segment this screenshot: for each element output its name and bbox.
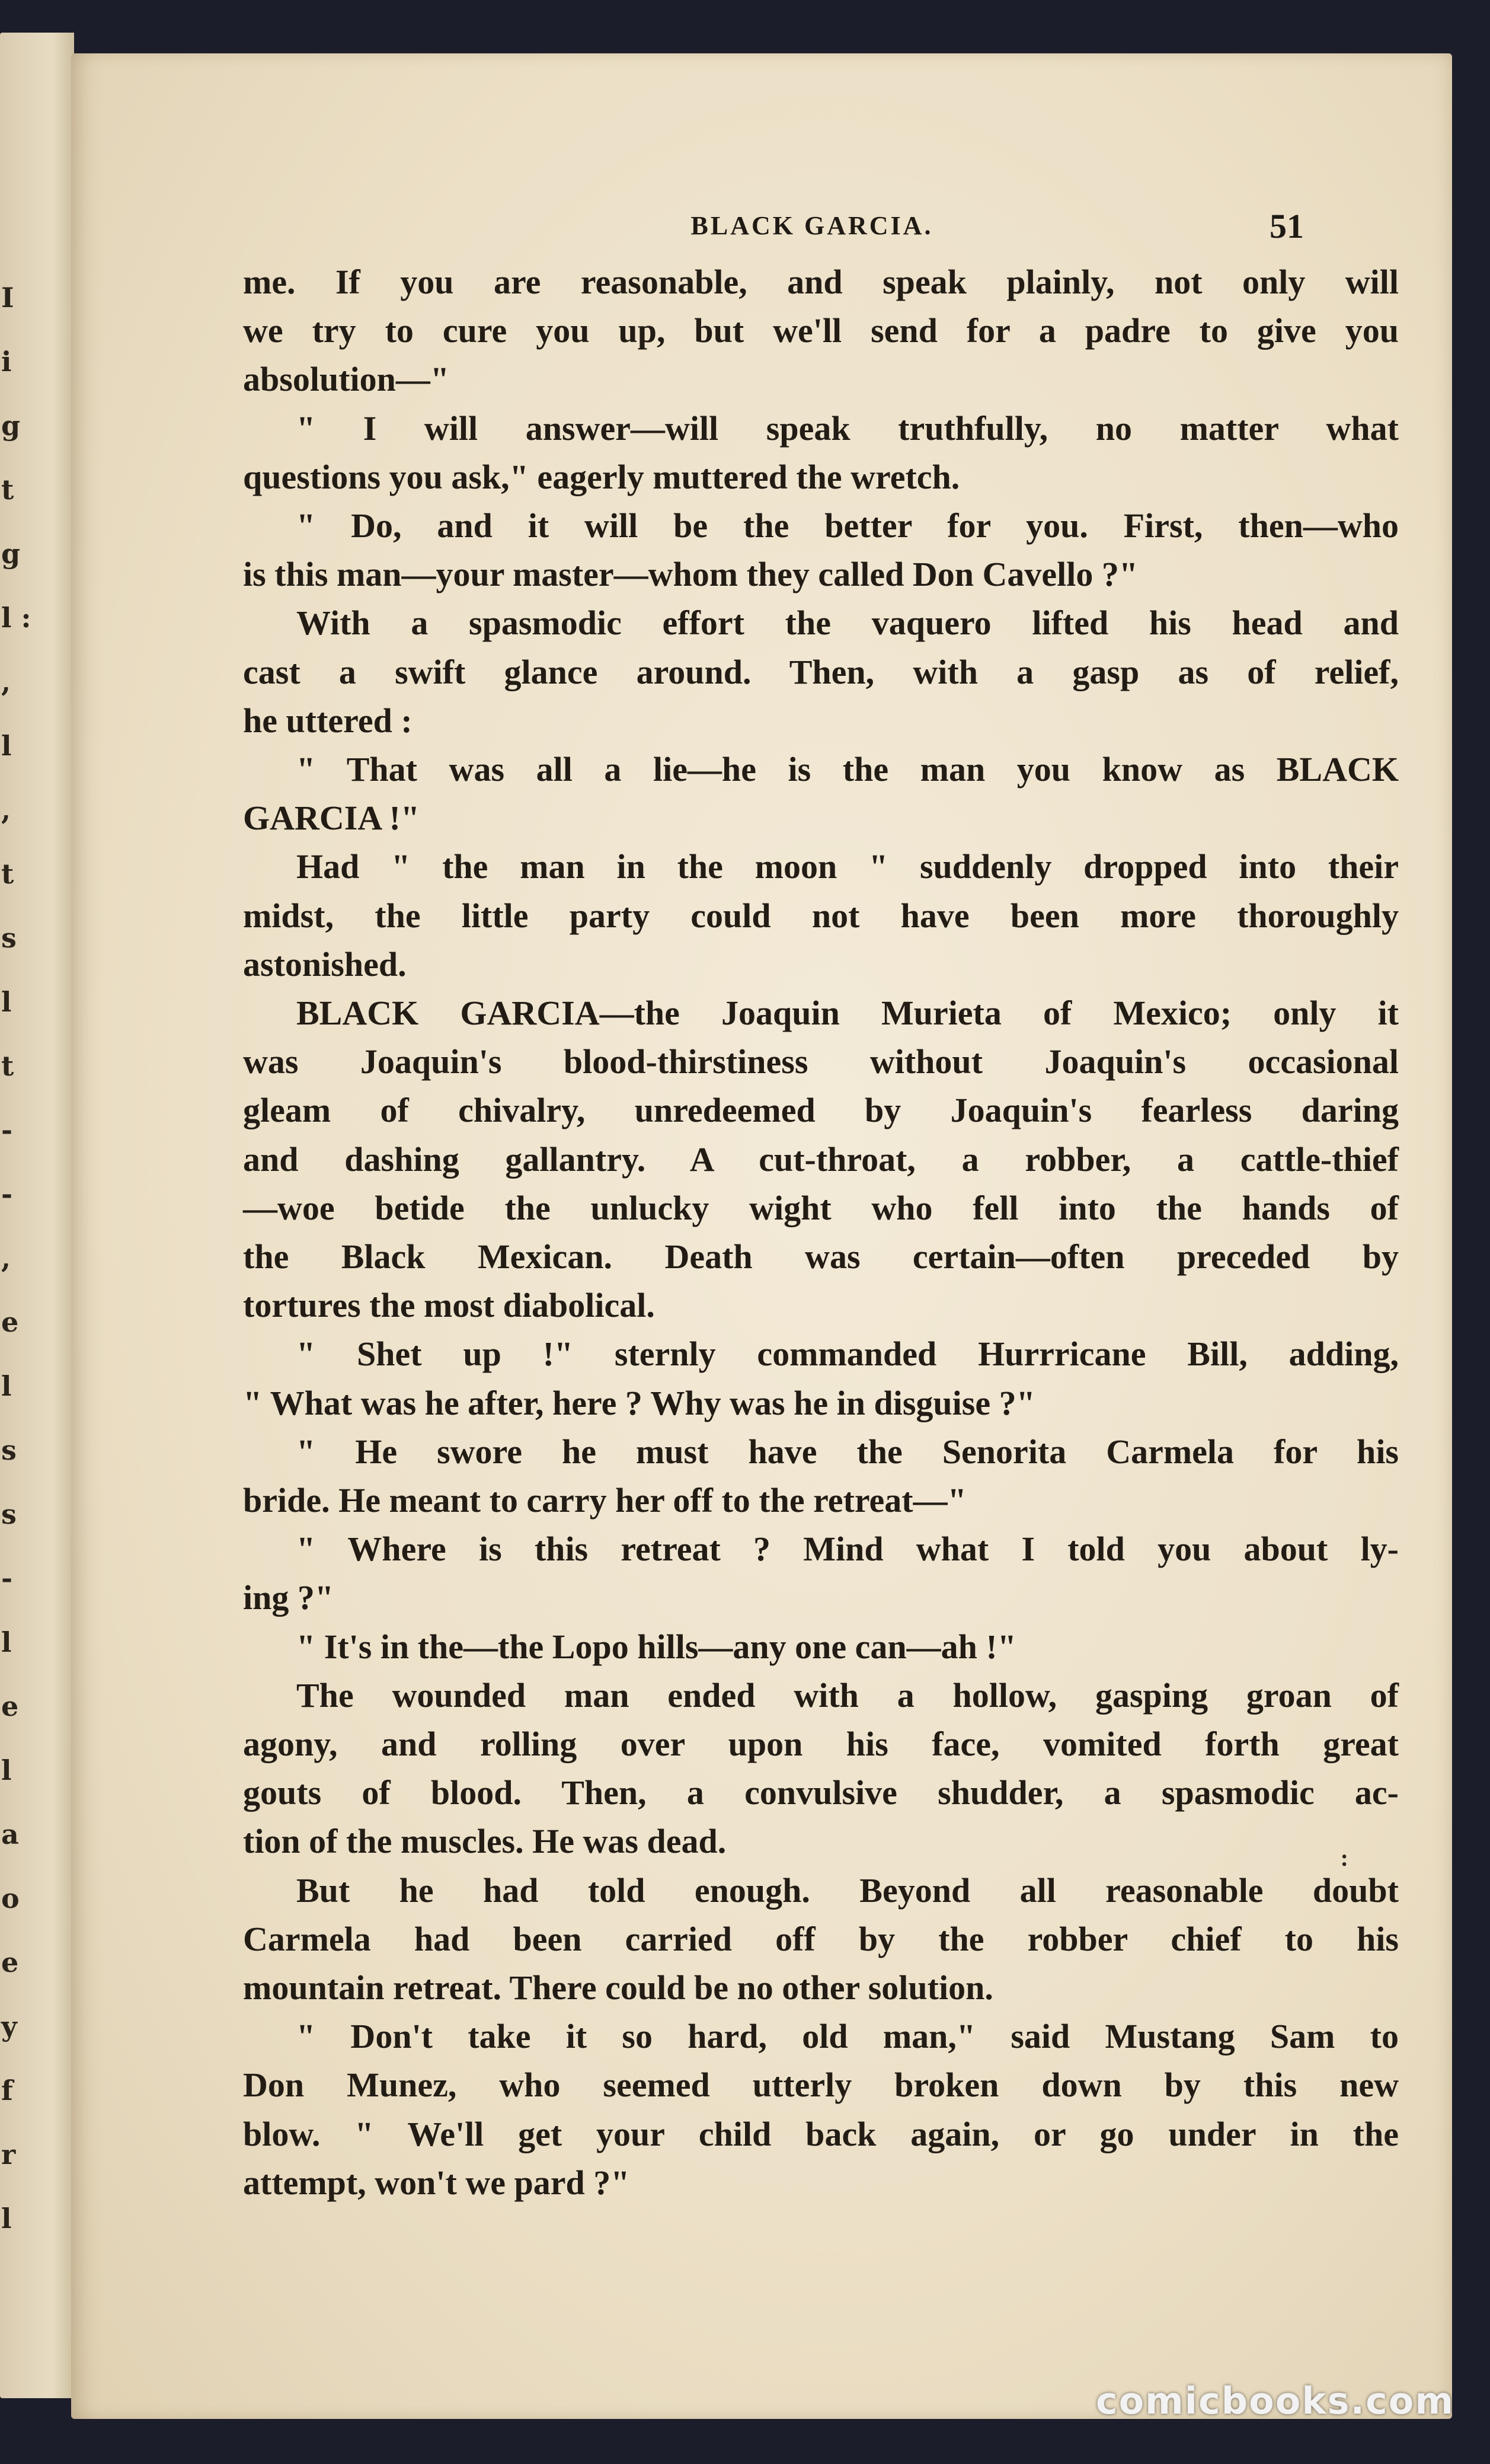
- text-line: Don Munez, who seemed utterly broken down by this new: [243, 2066, 1399, 2104]
- stray-mark: :: [1340, 1844, 1348, 1871]
- prev-page-mark: -: [1, 1114, 13, 1146]
- text-line: GARCIA !": [243, 799, 420, 837]
- running-head: BLACK GARCIA.: [690, 211, 933, 240]
- text-line: tion of the muscles. He was dead.: [243, 1822, 727, 1860]
- prev-page-mark: e: [1, 1306, 19, 1338]
- prev-page-mark: s: [1, 1498, 17, 1530]
- text-line: questions you ask," eagerly muttered the wretch.: [243, 458, 960, 496]
- prev-page-mark: e: [1, 1946, 19, 1978]
- previous-page-edge: [0, 33, 74, 2398]
- prev-page-mark: l :: [1, 602, 31, 634]
- prev-page-mark: r: [1, 2139, 16, 2171]
- prev-page-mark: l: [1, 730, 12, 762]
- text-line: me. If you are reasonable, and speak plainly, not only will: [243, 263, 1399, 301]
- text-line: " Don't take it so hard, old man," said Mustang Sam to: [296, 2017, 1399, 2056]
- text-line: " He swore he must have the Senorita Carmela for his: [296, 1432, 1399, 1471]
- prev-page-mark: e: [1, 1690, 19, 1722]
- text-line: gleam of chivalry, unredeemed by Joaquin's fearless daring: [243, 1091, 1399, 1129]
- text-line: " Where is this retreat ? Mind what I told you about ly-: [296, 1530, 1399, 1568]
- text-line: The wounded man ended with a hollow, gasping groan of: [296, 1676, 1399, 1715]
- text-line: " I will answer—will speak truthfully, no matter what: [296, 409, 1399, 448]
- text-line: blow. " We'll get your child back again, or go under in the: [243, 2115, 1399, 2153]
- text-line: bride. He meant to carry her off to the retreat—": [243, 1481, 967, 1520]
- prev-page-mark: I: [1, 282, 14, 314]
- text-line: " That was all a lie—he is the man you know as BLACK: [296, 750, 1399, 789]
- prev-page-mark: t: [1, 858, 14, 890]
- prev-page-mark: g: [1, 538, 21, 570]
- prev-page-mark: a: [1, 1818, 19, 1850]
- prev-page-mark: l: [1, 1626, 12, 1658]
- prev-page-mark: ,: [1, 1242, 11, 1274]
- text-line: tortures the most diabolical.: [243, 1286, 655, 1324]
- text-line: " Shet up !" sternly commanded Hurrricane Bill, adding,: [296, 1335, 1399, 1373]
- text-line: cast a swift glance around. Then, with a gasp as of relief,: [243, 653, 1399, 691]
- prev-page-mark: l: [1, 2203, 12, 2235]
- text-line: absolution—": [243, 360, 450, 398]
- prev-page-mark: l: [1, 986, 12, 1018]
- prev-page-mark: t: [1, 474, 14, 506]
- prev-page-mark: s: [1, 1434, 17, 1466]
- text-line: is this man—your master—whom they called Don Cavello ?": [243, 555, 1139, 593]
- text-line: —woe betide the unlucky wight who fell into the hands of: [243, 1189, 1399, 1227]
- text-line: astonished.: [243, 945, 407, 984]
- text-line: agony, and rolling over upon his face, vomited forth great: [243, 1725, 1399, 1763]
- prev-page-mark: t: [1, 1050, 14, 1082]
- text-line: and dashing gallantry. A cut-throat, a robber, a cattle-thief: [243, 1140, 1399, 1179]
- text-line: Carmela had been carried off by the robber chief to his: [243, 1920, 1399, 1958]
- text-line: BLACK GARCIA—the Joaquin Murieta of Mexico; only it: [296, 994, 1399, 1032]
- text-line: " What was he after, here ? Why was he in disguise ?": [243, 1384, 1035, 1422]
- text-line: mountain retreat. There could be no other solution.: [243, 1968, 993, 2007]
- prev-page-mark: y: [1, 2010, 17, 2042]
- text-line: the Black Mexican. Death was certain—often preceded by: [243, 1237, 1399, 1276]
- text-line: ing ?": [243, 1578, 334, 1617]
- watermark: comicbooks.com: [1095, 2379, 1454, 2422]
- text-line: With a spasmodic effort the vaquero lifted his head and: [296, 604, 1399, 642]
- text-line: was Joaquin's blood-thirstiness without Joaquin's occasional: [243, 1042, 1399, 1081]
- text-line: attempt, won't we pard ?": [243, 2163, 630, 2202]
- prev-page-mark: l: [1, 1754, 12, 1786]
- prev-page-mark: i: [1, 346, 12, 378]
- text-line: he uttered :: [243, 701, 413, 740]
- prev-page-mark: ,: [1, 666, 11, 698]
- text-line: we try to cure you up, but we'll send for a padre to give you: [243, 311, 1399, 350]
- prev-page-mark: s: [1, 922, 17, 954]
- prev-page-mark: -: [1, 1562, 13, 1594]
- prev-page-mark: l: [1, 1370, 12, 1402]
- prev-page-mark: g: [1, 410, 21, 442]
- text-line: gouts of blood. Then, a convulsive shudder, a spasmodic ac-: [243, 1773, 1399, 1812]
- prev-page-mark: ,: [1, 794, 11, 826]
- prev-page-mark: -: [1, 1178, 13, 1210]
- text-line: " Do, and it will be the better for you. First, then—who: [296, 506, 1399, 545]
- text-line: " It's in the—the Lopo hills—any one can—ah !": [296, 1627, 1016, 1666]
- prev-page-mark: o: [1, 1882, 20, 1914]
- text-line: Had " the man in the moon " suddenly dropped into their: [296, 847, 1399, 886]
- text-line: But he had told enough. Beyond all reasonable doubt: [296, 1871, 1399, 1910]
- prev-page-mark: f: [1, 2074, 13, 2106]
- previous-page-letters: [0, 33, 74, 2398]
- text-line: midst, the little party could not have been more thoroughly: [243, 896, 1399, 935]
- page-number: 51: [1270, 207, 1304, 245]
- book-page: [71, 53, 1452, 2419]
